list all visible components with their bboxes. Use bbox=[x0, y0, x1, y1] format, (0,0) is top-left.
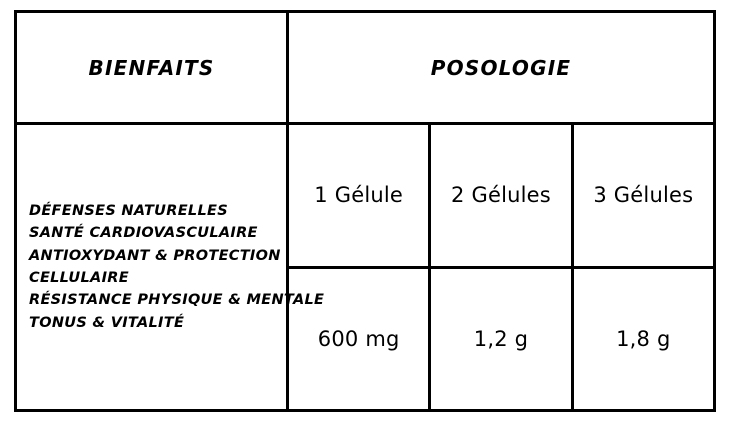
table-body-row bbox=[17, 125, 713, 409]
list-item: DÉFENSES NATURELLES bbox=[29, 202, 228, 219]
header-cell-benefits bbox=[17, 13, 289, 122]
posology-capsules-row bbox=[289, 125, 713, 269]
capsule-dose-2: 2 Gélules bbox=[431, 125, 573, 266]
list-item: RÉSISTANCE PHYSIQUE & MENTALE bbox=[29, 292, 325, 309]
capsule-dose-3: 3 Gélules bbox=[593, 183, 694, 208]
posology-table bbox=[14, 10, 716, 412]
benefits-list bbox=[29, 200, 324, 335]
benefits-cell bbox=[17, 125, 325, 409]
list-item: SANTÉ CARDIOVASCULAIRE bbox=[29, 225, 258, 242]
header-cell-posology bbox=[289, 13, 713, 122]
quantity-dose-1: 600 mg bbox=[289, 269, 431, 410]
capsule-dose-1: 1 Gélule bbox=[289, 125, 431, 266]
posology-quantities-row bbox=[289, 269, 713, 410]
table-header-row bbox=[17, 13, 713, 125]
posology-grid bbox=[289, 125, 713, 409]
list-item: TONUS & VITALITÉ bbox=[29, 314, 185, 331]
header-label-benefits: BIENFAITS bbox=[88, 55, 215, 80]
quantity-dose-2: 1,2 g bbox=[431, 269, 573, 410]
list-item: ANTIOXYDANT & PROTECTION CELLULAIRE bbox=[29, 247, 281, 286]
header-label-posology: POSOLOGIE bbox=[430, 55, 572, 80]
quantity-dose-3: 1,8 g bbox=[616, 326, 671, 351]
